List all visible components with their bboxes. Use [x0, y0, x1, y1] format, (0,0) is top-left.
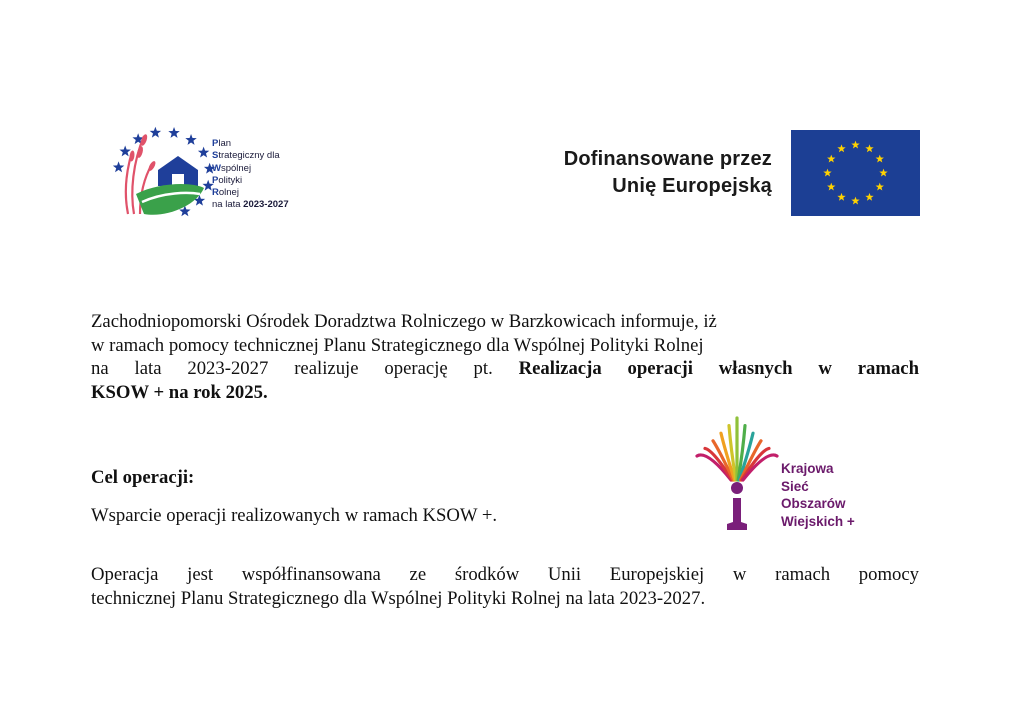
ksow-line1: Krajowa [781, 461, 834, 476]
ksow-dot [731, 482, 743, 494]
ksow-line3: Obszarów [781, 496, 846, 511]
ksow-stem [727, 498, 747, 530]
eu-caption-line1: Dofinansowane przez [563, 148, 772, 170]
psw-star-icon [113, 161, 124, 172]
psw-line: Rolnej [212, 187, 239, 199]
ksow-line2: Sieć [781, 478, 809, 494]
closing-paragraph [91, 563, 919, 610]
ksow-fan-icon [690, 410, 780, 536]
operation-title: Realizacja operacji własnych w ramach [518, 358, 919, 379]
ksow-caption [781, 460, 855, 530]
eu-caption-line2: Unię Europejską [612, 175, 772, 197]
psw-star-icon [119, 146, 130, 157]
goal-text: Wsparcie operacji realizowanych w ramach KSOW +. [91, 505, 498, 526]
goal-heading: Cel operacji: [91, 467, 195, 488]
psw-line: Strategiczny dla [212, 150, 280, 162]
eu-cofinancing-caption [520, 146, 772, 200]
closing-line: Operacja jest współfinansowana ze środków Unii Europejskiej w ramach pomocy [91, 564, 919, 585]
psw-line: na lata 2023-2027 [212, 199, 289, 211]
psw-line: Plan [212, 138, 232, 149]
operation-title-end: KSOW + na rok 2025. [91, 381, 268, 403]
psw-wheat-grain [129, 133, 157, 171]
intro-line: na lata 2023-2027 realizuje operację pt. Realizacja operacji własnych w ramach [91, 358, 919, 379]
plan-strategiczny-caption [212, 138, 289, 212]
intro-line: w ramach pomocy technicznej Planu Strategicznego dla Wspólnej Polityki Rolnej [91, 334, 704, 356]
ksow-line4: Wiejskich + [781, 513, 855, 529]
intro-line [91, 381, 919, 405]
psw-star-icon [185, 134, 196, 145]
psw-line: Wspólnej [212, 162, 252, 174]
psw-star-icon [150, 127, 161, 138]
intro-paragraph [91, 310, 919, 404]
psw-star-icon [168, 127, 179, 138]
intro-line: Zachodniopomorski Ośrodek Doradztwa Rolniczego w Barzkowicach informuje, iż [91, 311, 717, 332]
psw-line: Polityki [212, 174, 243, 186]
eu-flag-icon [791, 130, 920, 216]
closing-line: technicznej Planu Strategicznego dla Wspólnej Polityki Rolnej na lata 2023-2027. [91, 587, 706, 609]
psw-star-icon [198, 147, 209, 158]
